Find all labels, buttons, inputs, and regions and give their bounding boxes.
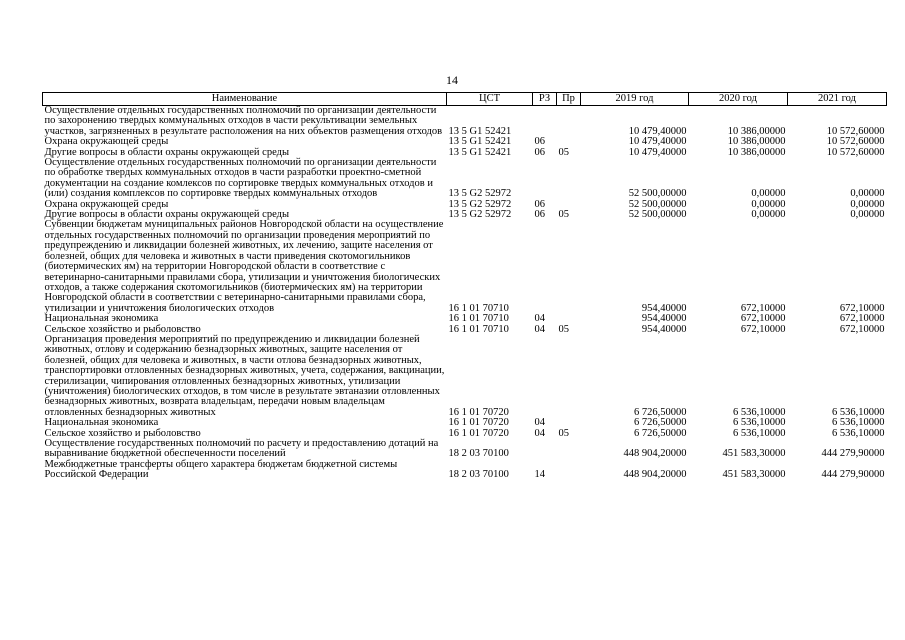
header-rz: РЗ (533, 93, 557, 106)
cell-pr: 05 (558, 146, 569, 158)
cell-y2019: 52 500,00000 (628, 188, 687, 200)
cell-cst: 13 5 G2 52972 (448, 188, 512, 200)
cell-cst: 18 2 03 70100 (448, 448, 509, 460)
cell-y2021: 672,10000 (839, 302, 885, 314)
cell-y2021: 0,00000 (850, 198, 885, 210)
cell-cst: 13 5 G1 52421 (448, 125, 512, 137)
table-row (43, 220, 887, 314)
cell-y2021: 0,00000 (850, 209, 885, 221)
cell-y2021: 672,10000 (839, 313, 885, 325)
cell-name: Сельское хозяйство и рыболовство (44, 323, 201, 335)
cell-pr (557, 439, 581, 460)
cell-rz (533, 439, 557, 460)
table-row (43, 460, 887, 481)
cell-name: Охрана окружающей среды (44, 198, 169, 210)
cell-y2019: 10 479,40000 (628, 136, 687, 148)
cell-y2020: 10 386,00000 (727, 146, 786, 158)
header-2019: 2019 год (581, 93, 689, 106)
cell-rz: 06 (534, 146, 545, 158)
cell-name: Национальная экономика (44, 417, 159, 429)
cell-y2020: 672,10000 (740, 313, 786, 325)
cell-name: Другие вопросы в области охраны окружающей среды (44, 146, 289, 158)
cell-y2020: 451 583,30000 (722, 469, 786, 481)
cell-y2020: 0,00000 (751, 209, 786, 221)
cell-name: Осуществление государственных полномочий по расчету и предоставлению дотаций на выравнивание бюджетной обеспеченности поселений (44, 438, 439, 460)
page-number: 14 (446, 73, 458, 87)
cell-y2021: 0,00000 (850, 188, 885, 200)
cell-y2019: 954,40000 (641, 302, 687, 314)
table-row (43, 439, 887, 460)
cell-y2020: 672,10000 (740, 302, 786, 314)
table-body (43, 106, 887, 481)
cell-y2020: 672,10000 (740, 323, 786, 335)
cell-y2020: 0,00000 (751, 198, 786, 210)
cell-y2020: 451 583,30000 (722, 448, 786, 460)
cell-pr (557, 158, 581, 200)
header-name: Наименование (43, 93, 447, 106)
cell-y2019: 10 479,40000 (628, 146, 687, 158)
cell-y2020: 6 536,10000 (733, 417, 786, 429)
cell-cst: 16 1 01 70710 (448, 302, 509, 314)
cell-rz (533, 220, 557, 314)
header-pr: Пр (557, 93, 581, 106)
cell-rz: 06 (534, 198, 545, 210)
cell-cst: 13 5 G1 52421 (448, 136, 512, 148)
cell-name: Организация проведения мероприятий по предупреждению и ликвидации болезней животных, отлову и содержанию безнадзорных животных, защите населения от болезней, общих для человека и животных, в части отлова безнадзорных животных, транспортировки отловленных безнадзорных животных, учета, содержания, вакцинации, стерилизации, чипирования отловленных безнадзорных животных, утилизации (уничтожения) биологических отходов, в том числе в результате эвтаназии отловленных безнадзорных животных, возврата владельцам, передачи новым владельцам отловленных безнадзорных животных (44, 333, 445, 418)
cell-pr: 05 (558, 427, 569, 439)
cell-rz: 14 (534, 469, 545, 481)
cell-cst: 16 1 01 70720 (448, 406, 509, 418)
table-header-row (43, 93, 887, 106)
cell-y2019: 954,40000 (641, 313, 687, 325)
cell-y2020: 0,00000 (751, 188, 786, 200)
cell-name: Охрана окружающей среды (44, 136, 169, 148)
cell-y2021: 10 572,60000 (826, 146, 885, 158)
cell-y2021: 672,10000 (839, 323, 885, 335)
cell-rz (533, 335, 557, 418)
cell-name: Другие вопросы в области охраны окружающей среды (44, 209, 289, 221)
budget-table (42, 92, 887, 481)
cell-cst: 18 2 03 70100 (448, 469, 509, 481)
cell-rz: 04 (534, 323, 545, 335)
cell-rz: 06 (534, 136, 545, 148)
cell-y2019: 10 479,40000 (628, 125, 687, 137)
cell-rz (533, 158, 557, 200)
cell-rz: 04 (534, 313, 545, 325)
cell-y2020: 10 386,00000 (727, 125, 786, 137)
header-cst: ЦСТ (447, 93, 533, 106)
cell-y2019: 6 726,50000 (634, 406, 687, 418)
cell-cst: 13 5 G2 52972 (448, 198, 512, 210)
cell-y2021: 6 536,10000 (832, 417, 885, 429)
cell-rz: 04 (534, 427, 545, 439)
table-row (43, 314, 887, 324)
cell-y2019: 954,40000 (641, 323, 687, 335)
table-row (43, 106, 887, 138)
table-row (43, 158, 887, 200)
table-row (43, 335, 887, 418)
cell-y2020: 6 536,10000 (733, 427, 786, 439)
cell-y2019: 6 726,50000 (634, 417, 687, 429)
cell-y2021: 10 572,60000 (826, 136, 885, 148)
cell-pr (557, 314, 581, 324)
cell-y2021: 10 572,60000 (826, 125, 885, 137)
cell-y2019: 52 500,00000 (628, 209, 687, 221)
cell-y2021: 444 279,90000 (821, 469, 885, 481)
header-2021: 2021 год (788, 93, 887, 106)
cell-pr: 05 (558, 209, 569, 221)
cell-rz (533, 106, 557, 138)
cell-name: Субвенции бюджетам муниципальных районов Новгородской области на осуществление отдельных государственных полномочий по организации проведения мероприятий по предупреждению и ликвидации болезней животных, их лечению, защите населения от болезней, общих для человека и животных в части приведения скотомогильников (биотермических ям) на территории Новгородской области в соответствие с ветеринарно-санитарными правилами сбора, утилизации и уничтожения биологических отходов, а также содержания скотомогильников (биотермических ям) на территории Новгородской области в соответствии с ветеринарно-санитарными правилами сбора, утилизации и уничтожения биологических отходов (44, 219, 444, 314)
cell-y2021: 6 536,10000 (832, 406, 885, 418)
cell-pr (557, 220, 581, 314)
cell-name: Межбюджетные трансферты общего характера бюджетам бюджетной системы Российской Федерации (44, 458, 398, 481)
header-2020: 2020 год (689, 93, 788, 106)
cell-name: Сельское хозяйство и рыболовство (44, 427, 201, 439)
cell-name: Осуществление отдельных государственных полномочий по организации деятельности по захоронению твердых коммунальных отходов в части рекультивации земельных участков, загрязненных в результате расположения на них объектов размещения отходов (44, 105, 443, 137)
cell-rz: 04 (534, 417, 545, 429)
cell-pr (557, 460, 581, 481)
cell-rz: 06 (534, 209, 545, 221)
cell-cst: 16 1 01 70710 (448, 323, 509, 335)
cell-pr (557, 335, 581, 418)
cell-cst: 16 1 01 70710 (448, 313, 509, 325)
cell-y2020: 10 386,00000 (727, 136, 786, 148)
cell-y2021: 6 536,10000 (832, 427, 885, 439)
cell-cst: 16 1 01 70720 (448, 417, 509, 429)
cell-y2019: 52 500,00000 (628, 198, 687, 210)
cell-y2021: 444 279,90000 (821, 448, 885, 460)
cell-y2019: 448 904,20000 (623, 448, 687, 460)
cell-pr: 05 (558, 323, 569, 335)
cell-y2020: 6 536,10000 (733, 406, 786, 418)
cell-cst: 16 1 01 70720 (448, 427, 509, 439)
cell-y2019: 448 904,20000 (623, 469, 687, 481)
cell-cst: 13 5 G2 52972 (448, 209, 512, 221)
cell-name: Осуществление отдельных государственных полномочий по организации деятельности по обработке твердых коммунальных отходов в части разработки проектно-сметной документации на создание комлексов по сортировке твердых коммунальных отходов и (или) создания комплексов по сортировке твердых коммунальных отходов (44, 157, 437, 200)
cell-name: Национальная экономика (44, 313, 159, 325)
cell-cst: 13 5 G1 52421 (448, 146, 512, 158)
cell-y2019: 6 726,50000 (634, 427, 687, 439)
cell-pr (557, 106, 581, 138)
